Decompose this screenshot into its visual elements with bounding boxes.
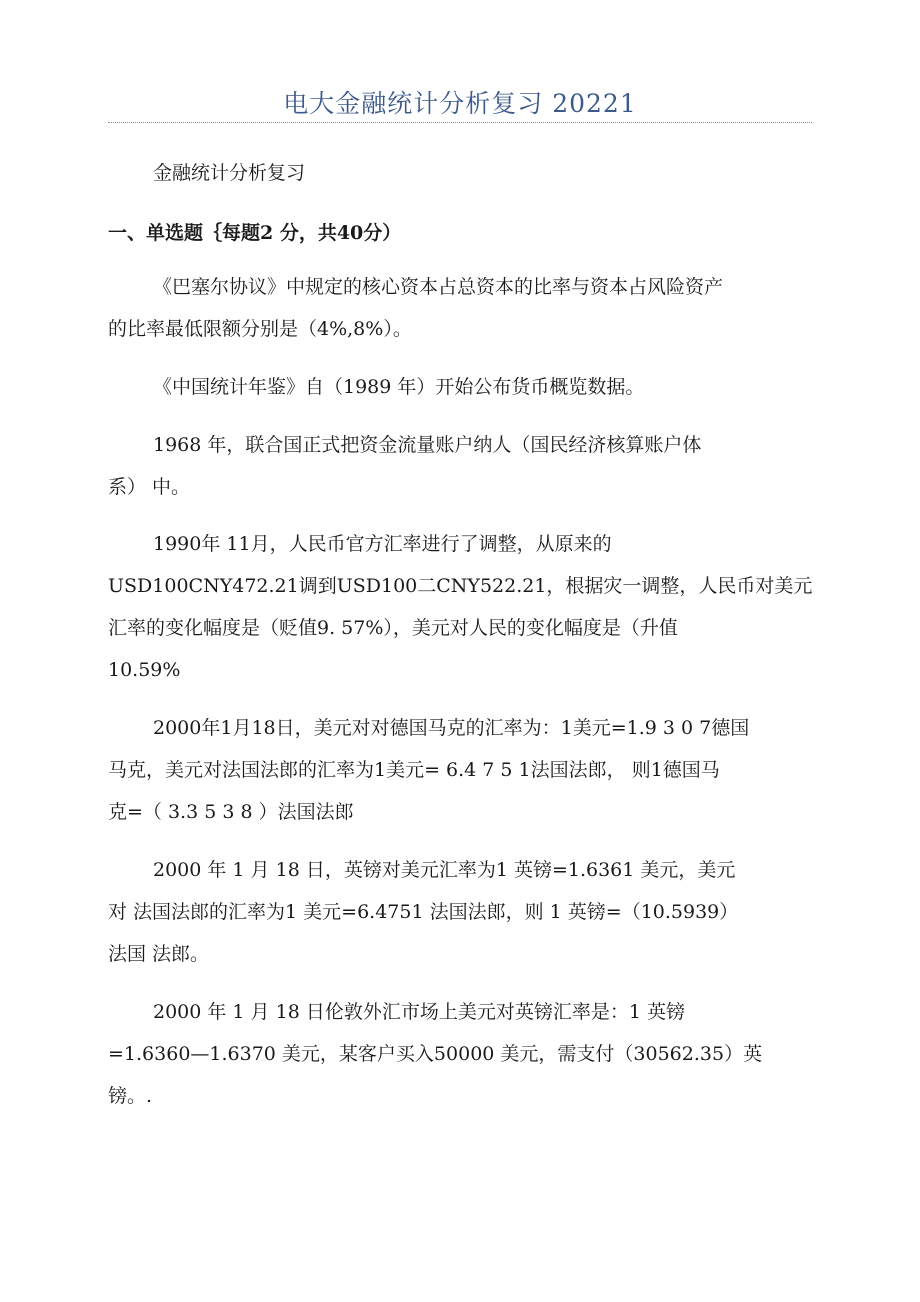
- paragraph-line: 马克，美元对法国法郎的汇率为1美元= 6.4 7 5 1法国法郎， 则1德国马: [108, 759, 720, 781]
- paragraph-statistical-yearbook: [108, 366, 812, 408]
- paragraph-line: 镑。.: [108, 1085, 153, 1107]
- paragraph-basel-accord: [108, 266, 812, 350]
- paragraph-line: 1968 年，联合国正式把资金流量账户纳人（国民经济核算账户体: [153, 434, 702, 456]
- paragraph-line: 法国 法郎。: [108, 943, 210, 965]
- paragraph-dem-frf-cross-rate: [108, 707, 812, 833]
- paragraph-line: 汇率的变化幅度是（贬值9. 57%），美元对人民的变化幅度是（升值: [108, 617, 678, 639]
- document-subtitle: 金融统计分析复习: [153, 162, 306, 184]
- section-heading-single-choice: 一、单选题｛每题2 分，共40分）: [108, 222, 402, 244]
- paragraph-rmb-exchange-rate: [108, 523, 812, 691]
- paragraph-line: 系） 中。: [108, 476, 191, 498]
- paragraph-line: =1.6360—1.6370 美元，某客户买入50000 美元，需支付（30562.35）英: [108, 1043, 763, 1065]
- paragraph-line: 2000 年 1 月 18 日，英镑对美元汇率为1 英镑=1.6361 美元，美元: [153, 859, 736, 881]
- paragraph-flow-of-funds: [108, 424, 812, 508]
- paragraph-line: 1990年 11月，人民币官方汇率进行了调整，从原来的: [153, 533, 612, 555]
- paragraph-line: 对 法国法郎的汇率为1 美元=6.4751 法国法郎，则 1 英镑=（10.5939）: [108, 901, 739, 923]
- paragraph-line: USD100CNY472.21调到USD100二CNY522.21，根据灾一调整，人民币对美元: [108, 575, 813, 597]
- title-divider: [108, 122, 812, 123]
- paragraph-line: 的比率最低限额分别是（4%,8%）。: [108, 318, 412, 340]
- paragraph-gbp-frf-cross-rate: [108, 849, 812, 975]
- paragraph-line: 《中国统计年鉴》自（1989 年）开始公布货币概览数据。: [153, 376, 645, 398]
- paragraph-line: 2000 年 1 月 18 日伦敦外汇市场上美元对英镑汇率是：1 英镑: [153, 1001, 685, 1023]
- paragraph-london-fx-market: [108, 991, 812, 1117]
- paragraph-line: 克=（ 3.3 5 3 8 ）法国法郎: [108, 801, 354, 823]
- document-title: 电大金融统计分析复习 20221: [283, 89, 637, 118]
- paragraph-line: 10.59%: [108, 659, 181, 681]
- paragraph-line: 2000年1月18日，美元对对德国马克的汇率为：1美元=1.9 3 0 7德国: [153, 717, 750, 739]
- paragraph-line: 《巴塞尔协议》中规定的核心资本占总资本的比率与资本占风险资产: [153, 276, 724, 298]
